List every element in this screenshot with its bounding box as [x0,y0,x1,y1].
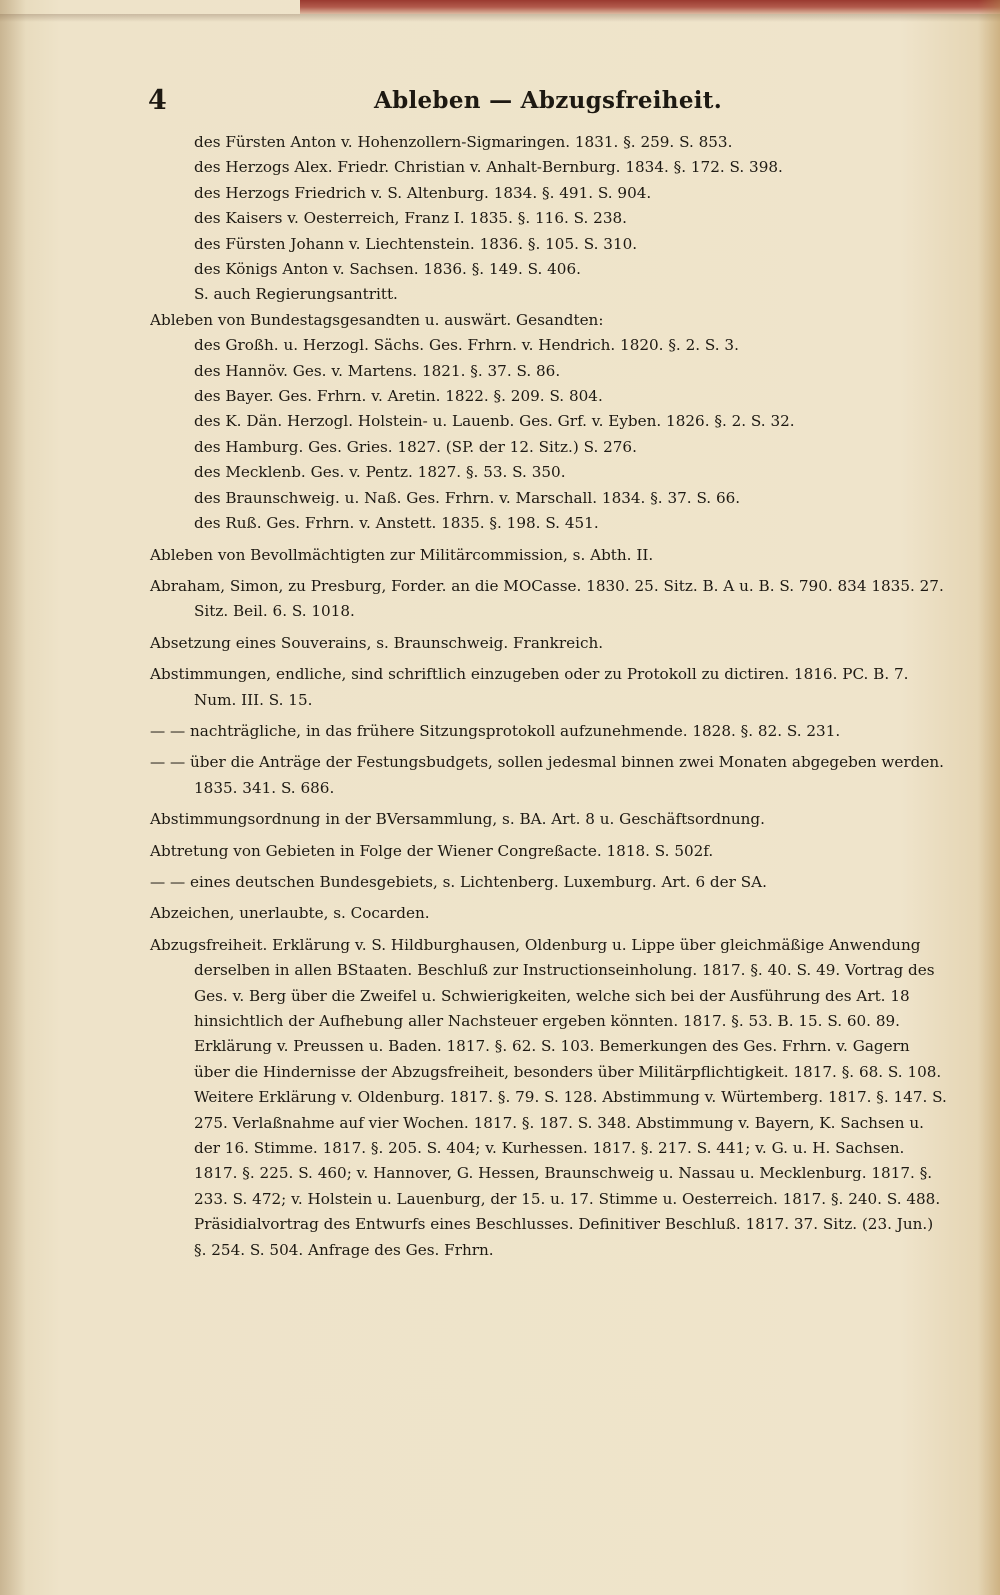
index-subline: des Ruß. Ges. Frhrn. v. Anstett. 1835. §. 198. S. 451. [194,514,599,533]
index-heading: Ableben von Bundestagsgesandten u. auswärt. Gesandten: [150,310,604,329]
index-entry: Abstimmungsordnung in der BVersammlung, s. BA. Art. 8 u. Geschäftsordnung. [150,810,765,829]
page-top-shadow [0,14,1000,22]
page-gutter-shadow [0,0,26,1595]
index-subline: des Mecklenb. Ges. v. Pentz. 1827. §. 53. S. 350. [194,463,566,482]
index-subline: des Fürsten Johann v. Liechtenstein. 1836. §. 105. S. 310. [194,234,638,253]
page-edge-stain [978,0,1000,1595]
index-entry: Ableben von Bevollmächtigten zur Militärcommission, s. Abth. II. [150,545,654,564]
index-subline: des Hamburg. Ges. Gries. 1827. (SP. der 12. Sitz.) S. 276. [194,437,637,456]
running-head: Ableben — Abzugsfreiheit. [373,87,723,114]
index-entry: — — eines deutschen Bundesgebiets, s. Lichtenberg. Luxemburg. Art. 6 der SA. [150,872,767,891]
index-entry: Abraham, Simon, zu Presburg, Forder. an die MOCasse. 1830. 25. Sitz. B. A u. B. S. 790. 834 1835. 27. Sitz. Beil. 6. S. 1018. [150,576,944,621]
page-number: 4 [148,85,167,116]
index-entry: Abzeichen, unerlaubte, s. Cocarden. [150,904,430,923]
index-subline: des Braunschweig. u. Naß. Ges. Frhrn. v. Marschall. 1834. §. 37. S. 66. [194,488,741,507]
index-cross-reference: S. auch Regierungsantritt. [194,285,398,304]
index-subline: des Großh. u. Herzogl. Sächs. Ges. Frhrn. v. Hendrich. 1820. §. 2. S. 3. [194,336,739,355]
index-body [150,130,950,1263]
page-header [148,85,948,119]
index-entry: — — nachträgliche, in das frühere Sitzungsprotokoll aufzunehmende. 1828. §. 82. S. 231. [150,721,841,740]
index-subline: des Bayer. Ges. Frhrn. v. Aretin. 1822. §. 209. S. 804. [194,387,603,406]
page-top-edge [300,0,1000,14]
index-entry: Abzugsfreiheit. Erklärung v. S. Hildburghausen, Oldenburg u. Lippe über gleichmäßige Anwendung derselben in allen BStaaten. Beschluß zur Instructionseinholung. 1817. §. 40. S. 49. Vortrag des Ges. v. Berg über die Zweifel u. Schwierigkeiten, welche sich bei der Ausführung des Art. 18 hinsichtlich der Aufhebung aller Nachsteuer ergeben könnten. 1817. §. 53. B. 15. S. 60. 89. Erklärung v. Preussen u. Baden. 1817. §. 62. S. 103. Bemerkungen des Ges. Frhrn. v. Gagern über die Hindernisse der Abzugsfreiheit, besonders über Militärpflichtigkeit. 1817. §. 68. S. 108. Weitere Erklärung v. Oldenburg. 1817. §. 79. S. 128. Abstimmung v. Würtemberg. 1817. §. 147. S. 275. Verlaßnahme auf vier Wochen. 1817. §. 187. S. 348. Abstimmung v. Bayern, K. Sachsen u. der 16. Stimme. 1817. §. 205. S. 404; v. Kurhessen. 1817. §. 217. S. 441; v. G. u. H. Sachsen. 1817. §. 225. S. 460; v. Hannover, G. Hessen, Braunschweig u. Nassau u. Mecklenburg. 1817. §. 233. S. 472; v. Holstein u. Lauenburg, der 15. u. 17. Stimme u. Oesterreich. 1817. §. 240. S. 488. Präsidialvortrag des Entwurfs eines Beschlusses. Definitiver Beschluß. 1817. 37. Sitz. (23. Jun.) §. 254. S. 504. Anfrage des Ges. Frhrn. [150,935,947,1259]
index-entry: Absetzung eines Souverains, s. Braunschweig. Frankreich. [150,633,604,652]
index-subline: des Kaisers v. Oesterreich, Franz I. 1835. §. 116. S. 238. [194,209,627,228]
index-subline: des K. Dän. Herzogl. Holstein- u. Lauenb. Ges. Grf. v. Eyben. 1826. §. 2. S. 32. [194,412,795,431]
index-subline: des Herzogs Friedrich v. S. Altenburg. 1834. §. 491. S. 904. [194,183,652,202]
index-subline: des Fürsten Anton v. Hohenzollern-Sigmaringen. 1831. §. 259. S. 853. [194,133,733,151]
index-entry: Abtretung von Gebieten in Folge der Wiener Congreßacte. 1818. S. 502f. [150,841,714,860]
index-entry: Abstimmungen, endliche, sind schriftlich einzugeben oder zu Protokoll zu dictiren. 1816. PC. B. 7. Num. III. S. 15. [150,665,909,709]
index-subline: des Hannöv. Ges. v. Martens. 1821. §. 37. S. 86. [194,361,561,380]
index-entry: — — über die Anträge der Festungsbudgets, sollen jedesmal binnen zwei Monaten abgegeben werden. 1835. 341. S. 686. [150,753,944,797]
index-subline: des Königs Anton v. Sachsen. 1836. §. 149. S. 406. [194,260,581,279]
index-subline: des Herzogs Alex. Friedr. Christian v. Anhalt-Bernburg. 1834. §. 172. S. 398. [194,158,783,177]
